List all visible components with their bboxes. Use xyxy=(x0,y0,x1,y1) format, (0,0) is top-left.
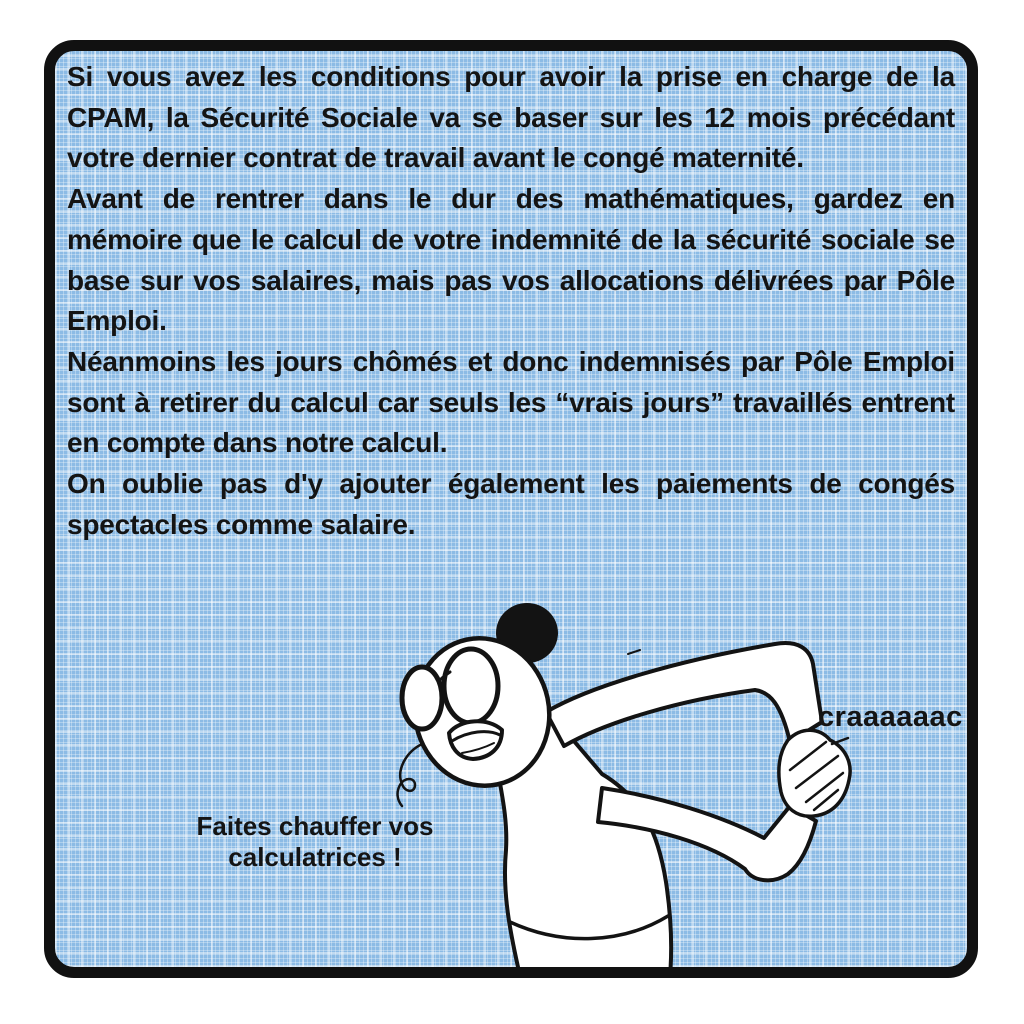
paragraph-1: Si vous avez les conditions pour avoir la prise en charge de la CPAM, la Sécurité Sociale va se baser sur les 12 mois précédant votre dernier contrat de travail avant le congé maternité. xyxy=(67,61,955,174)
panel-text xyxy=(67,57,955,545)
speech-text xyxy=(185,811,445,873)
paragraph-3: Néanmoins les jours chômés et donc indemnisés par Pôle Emploi sont à retirer du calcul car seuls les “vrais jours” travaillés entrent en compte dans notre calcul. xyxy=(67,345,955,459)
sfx-text: craaaaaac xyxy=(818,701,963,733)
paragraph-2: Avant de rentrer dans le dur des mathématiques, gardez en mémoire que le calcul de votre indemnité de la sécurité sociale se base sur vos salaires, mais pas vos allocations délivrées par Pôle Emploi. xyxy=(67,183,955,337)
comic-panel xyxy=(44,40,978,978)
speech-line-1: Faites chauffer vos xyxy=(196,811,434,841)
speech-line-2: calculatrices ! xyxy=(228,842,402,872)
character-illustration xyxy=(350,592,870,976)
glasses-far-lens xyxy=(402,667,442,729)
speech-tail-curl xyxy=(398,744,422,806)
character-upper-arm xyxy=(546,643,822,746)
character-mouth xyxy=(449,721,502,759)
paragraph-4: On oublie pas d'y ajouter également les paiements de congés spectacles comme salaire. xyxy=(67,468,955,540)
glasses-near-lens xyxy=(444,649,498,723)
arm-dash xyxy=(628,650,640,654)
